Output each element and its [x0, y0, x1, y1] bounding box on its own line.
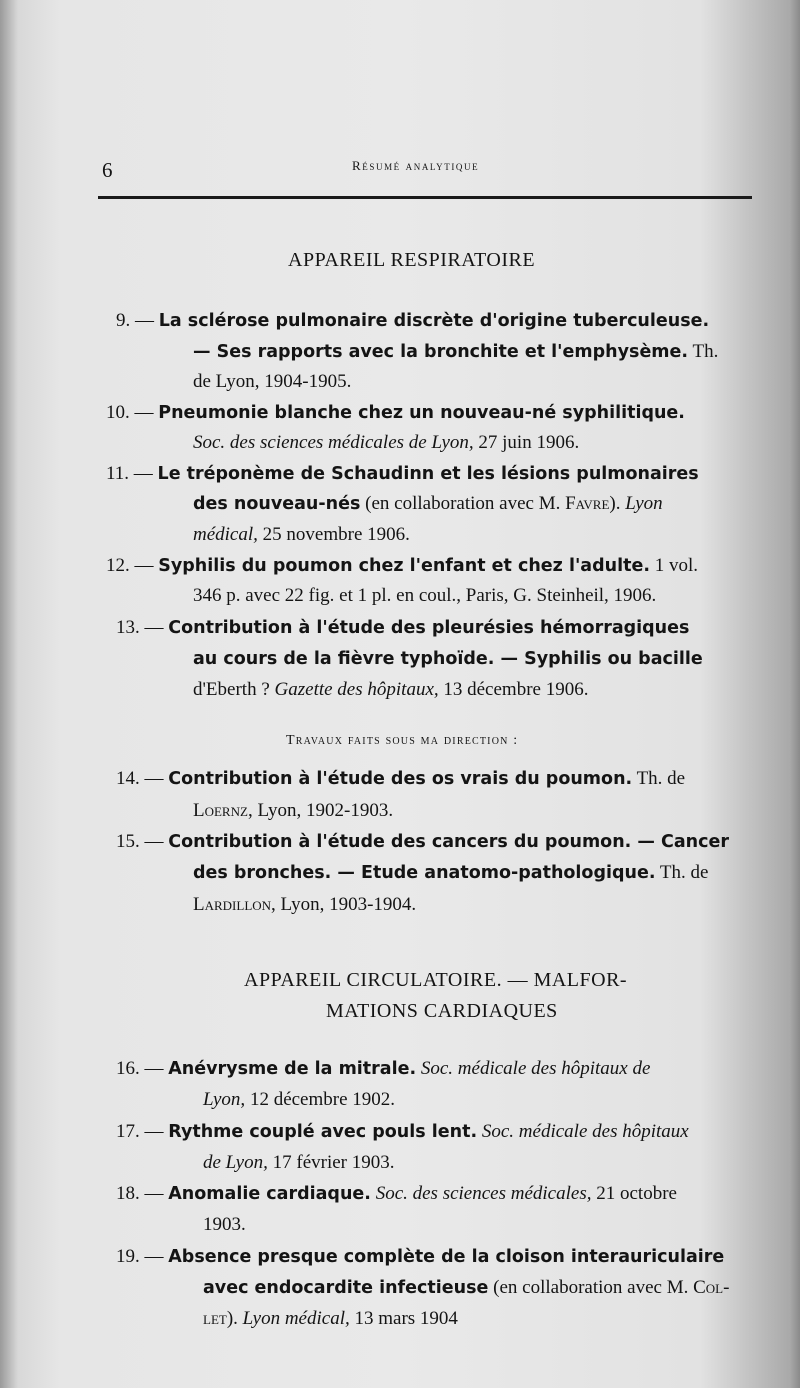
entry-number: 11.	[106, 463, 130, 484]
entry-14-line-1	[116, 768, 685, 790]
entry-title: Anomalie cardiaque.	[168, 1184, 371, 1204]
entry-title: La sclérose pulmonaire discrète d'origine tuberculeuse.	[158, 311, 710, 331]
entry-dash: —	[139, 1183, 169, 1204]
section-title-circulatory-1: APPAREIL CIRCULATOIRE. — MALFOR-	[244, 969, 628, 991]
entry-dash: —	[139, 768, 169, 789]
entry-16-line-1	[116, 1058, 650, 1080]
entry-collaborator: Col-	[693, 1277, 730, 1298]
entry-17-line-1	[116, 1121, 689, 1143]
entry-19-line-1	[116, 1246, 724, 1268]
page-number: 6	[102, 158, 113, 182]
entry-9-line-3	[193, 371, 351, 393]
entry-journal: Gazette des hôpitaux,	[269, 679, 439, 700]
entry-dash: —	[129, 402, 159, 423]
entry-collaboration-end: ).	[609, 493, 626, 514]
entry-12-line-1	[106, 555, 698, 577]
entry-title: Pneumonie blanche chez un nouveau-né syphilitique.	[158, 403, 685, 423]
entry-15-line-3	[193, 894, 416, 916]
entry-reference: , Lyon, 1902-1903.	[247, 800, 394, 821]
entry-collaborator: Favre	[565, 493, 610, 514]
entry-number: 9.	[116, 310, 131, 331]
entry-number: 16.	[116, 1058, 140, 1079]
entry-dash: —	[130, 310, 159, 331]
entry-reference: Th. de	[632, 768, 686, 789]
header-rule	[98, 196, 752, 199]
entry-reference: 25 novembre 1906.	[257, 524, 410, 545]
entry-reference: , Lyon, 1903-1904.	[271, 894, 417, 915]
entry-number: 17.	[116, 1121, 140, 1142]
entry-11-line-2	[193, 493, 663, 515]
entry-reference: 17 février 1903.	[267, 1152, 395, 1173]
entry-10-line-2	[193, 432, 579, 454]
entry-reference: 346 p. avec 22 fig. et 1 pl. en coul., Paris, G. Steinheil, 1906.	[193, 585, 657, 606]
running-title: Résumé analytique	[352, 158, 480, 173]
entry-reference: 21 octobre	[591, 1183, 677, 1204]
section-title-circulatory-2: MATIONS CARDIAQUES	[326, 1000, 558, 1022]
entry-title: avec endocardite infectieuse	[203, 1278, 489, 1298]
entry-journal: Soc. des sciences médicales de Lyon,	[193, 432, 474, 453]
entry-15-line-2	[193, 862, 708, 884]
entry-title: Contribution à l'étude des os vrais du poumon.	[168, 769, 633, 789]
entry-journal: Lyon médical,	[242, 1308, 350, 1329]
entry-title: des bronches. — Etude anatomo-pathologique.	[193, 863, 656, 883]
entry-19-line-2	[203, 1277, 729, 1299]
entry-dash: —	[129, 555, 159, 576]
entry-number: 12.	[106, 555, 130, 576]
entry-author: Lardillon	[193, 894, 272, 915]
entry-title: — Ses rapports avec la bronchite et l'emphysème.	[193, 342, 689, 362]
entry-collaboration: (en collaboration avec M.	[488, 1277, 694, 1298]
entry-journal: Soc. médicale des hôpitaux de	[416, 1058, 651, 1079]
entry-9-line-1	[116, 310, 709, 332]
entry-title: au cours de la fièvre typhoïde. — Syphilis ou bacille	[193, 649, 703, 669]
entry-12-line-2	[193, 585, 656, 607]
entry-title: des nouveau-nés	[193, 494, 361, 514]
entry-dash: —	[139, 1058, 169, 1079]
entry-collaboration: (en collaboration avec M.	[360, 493, 566, 514]
entry-reference: 27 juin 1906.	[473, 432, 580, 453]
entry-dash: —	[139, 831, 169, 852]
entry-dash: —	[139, 617, 169, 638]
entry-collaborator: let	[203, 1308, 227, 1329]
entry-reference: 13 décembre 1906.	[438, 679, 589, 700]
entry-dash: —	[139, 1246, 169, 1267]
entry-journal: Soc. des sciences médicales,	[370, 1183, 592, 1204]
entry-journal: de Lyon,	[203, 1152, 268, 1173]
entry-title: Absence presque complète de la cloison interauriculaire	[168, 1247, 725, 1267]
entry-collaboration-end: ).	[226, 1308, 243, 1329]
entry-number: 18.	[116, 1183, 140, 1204]
entry-number: 15.	[116, 831, 140, 852]
entry-journal: Lyon,	[203, 1089, 246, 1110]
entry-10-line-1	[106, 402, 685, 424]
entry-title: Le tréponème de Schaudinn et les lésions pulmonaires	[157, 464, 699, 484]
entry-reference: Th. de	[655, 862, 709, 883]
entry-11-line-1	[106, 463, 699, 485]
entry-17-line-2	[203, 1152, 395, 1174]
entry-number: 13.	[116, 617, 140, 638]
entry-number: 14.	[116, 768, 140, 789]
entry-13-line-2	[193, 648, 703, 670]
entry-title: Contribution à l'étude des cancers du poumon. — Cancer	[168, 832, 729, 852]
entry-19-line-3	[203, 1308, 458, 1330]
entry-journal: médical,	[193, 524, 258, 545]
entry-11-line-3	[193, 524, 410, 546]
entry-number: 10.	[106, 402, 130, 423]
entry-number: 19.	[116, 1246, 140, 1267]
entry-reference: Th.	[688, 341, 719, 362]
entry-title: Syphilis du poumon chez l'enfant et chez l'adulte.	[158, 556, 650, 576]
entry-15-line-1	[116, 831, 729, 853]
entry-dash: —	[129, 463, 158, 484]
entry-dash: —	[139, 1121, 169, 1142]
entry-title: Anévrysme de la mitrale.	[168, 1059, 417, 1079]
entry-reference: 1 vol.	[650, 555, 699, 576]
entry-reference: 1903.	[203, 1214, 246, 1235]
entry-reference: 12 décembre 1902.	[245, 1089, 396, 1110]
entry-title: Rythme couplé avec pouls lent.	[168, 1122, 478, 1142]
entry-18-line-2	[203, 1214, 246, 1236]
entry-author: Loernz	[193, 800, 248, 821]
entry-9-line-2	[193, 341, 718, 363]
entry-journal: Lyon	[625, 493, 663, 514]
entry-13-line-3	[193, 679, 588, 701]
entry-reference: 13 mars 1904	[349, 1308, 458, 1329]
section-title-respiratory: APPAREIL RESPIRATOIRE	[288, 249, 536, 271]
entry-13-line-1	[116, 617, 689, 639]
entry-title-plain: d'Eberth ?	[193, 679, 270, 700]
entry-title: Contribution à l'étude des pleurésies hémorragiques	[168, 618, 690, 638]
entry-14-line-2	[193, 800, 393, 822]
entry-16-line-2	[203, 1089, 395, 1111]
entry-reference: de Lyon, 1904-1905.	[193, 371, 352, 392]
section-title-supervised-works: Travaux faits sous ma direction :	[286, 733, 519, 748]
entry-18-line-1	[116, 1183, 677, 1205]
entry-journal: Soc. médicale des hôpitaux	[477, 1121, 689, 1142]
